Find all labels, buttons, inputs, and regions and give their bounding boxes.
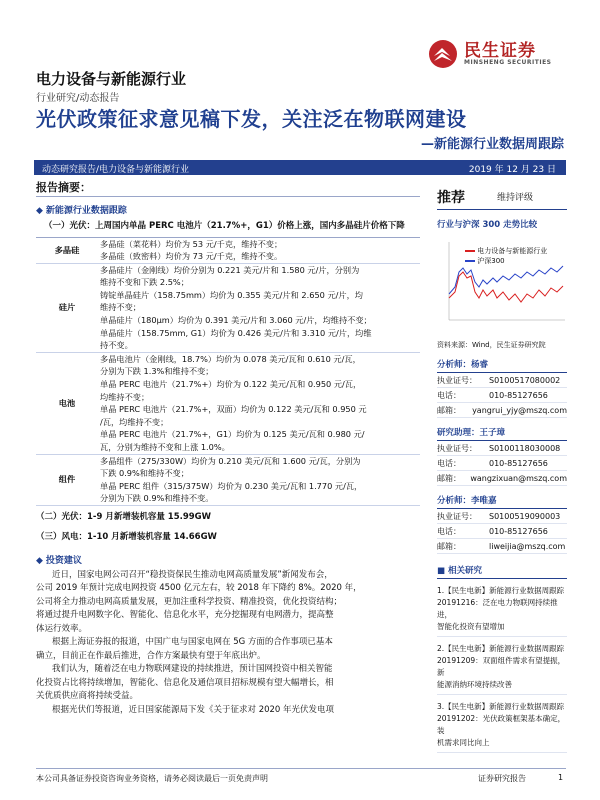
related-report-item[interactable]	[437, 701, 567, 753]
footer-label: 证券研究报告	[478, 774, 526, 783]
logo-name: 民生证券	[464, 41, 536, 61]
row-line: 铸锭单晶硅片（158.75mm）均价为 0.355 美元/片和 2.650 元/片，均	[100, 289, 363, 300]
related-report-item[interactable]	[437, 585, 567, 637]
info-key: 邮箱：	[437, 405, 461, 415]
table-row	[36, 263, 420, 352]
report-type: 行业研究/动态报告	[36, 93, 120, 104]
page-subtitle: —新能源行业数据周跟踪	[420, 137, 564, 152]
paragraph-line: 将通过提升电网数字化、智能化、信息化水平，充分挖掘现有电网潜力，提高整	[36, 610, 334, 621]
info-value: 010-85127656	[489, 526, 548, 536]
investment-paragraphs	[36, 569, 420, 718]
logo	[428, 36, 568, 72]
paragraph	[36, 636, 420, 663]
row-value	[98, 454, 420, 505]
bullet-icon: ◆	[36, 206, 43, 216]
related-report-line: 智能化投资有望增加	[437, 622, 505, 631]
row-line: 分别为下跌 0.9%和维持不变。	[100, 493, 214, 504]
row-line: 多晶硅（致密料）均价为 73 元/千克，维持不变。	[100, 251, 283, 262]
row-line: 单晶硅片（158.75mm, G1）均价为 0.426 美元/片和 3.310 元/片，均维	[100, 327, 372, 338]
chart-source: 资料来源：Wind，民生证券研究院	[437, 341, 546, 349]
header-band	[34, 160, 566, 175]
analyst-info-row	[437, 403, 567, 418]
info-key: 执业证号：	[437, 375, 477, 385]
paragraph-line: 体运行效率。	[36, 623, 88, 634]
row-line: 单晶 PERC 电池片（21.7%+，G1）均价为 0.125 美元/瓦和 0.980 元/	[100, 429, 365, 440]
related-title: ■ 相关研究	[437, 564, 567, 579]
band-date: 2019 年 12 月 23 日	[468, 165, 556, 175]
bullet-icon: ■	[437, 566, 446, 576]
info-value: 010-85127656	[489, 390, 548, 400]
section-title: ◆ 投资建议	[36, 555, 82, 566]
paragraph	[36, 569, 420, 637]
related-list	[437, 585, 567, 753]
paragraph-line: 根据上海证券报的报道，中国广电与国家电网在 5G 方面的合作事项已基本	[52, 637, 333, 648]
paragraph-line: 化投资占比将持续增加，智能化、信息化及通信项目招标规模有望大幅增长，相	[36, 677, 334, 688]
analyst-info-row	[437, 441, 567, 456]
series-hs300-line	[449, 266, 563, 294]
subheading-wind-install: （三）风电：1-10 月新增装机容量 14.66GW	[36, 532, 217, 543]
legend-item: 电力设备与新能源行业	[465, 246, 567, 256]
analyst-role: 分析师：李唯嘉	[437, 494, 567, 509]
paragraph-line: 根据光伏们等报道，近日国家能源局下发《关于征求对 2020 年光伏发电项	[52, 704, 335, 715]
row-line: 单晶 PERC 电池片（21.7%+）均价为 0.122 美元/瓦和 0.950 元/瓦，	[100, 379, 362, 390]
paragraph	[36, 704, 420, 718]
page-title: 光伏政策征求意见稿下发，关注泛在物联网建设	[36, 107, 467, 131]
info-key: 电话：	[437, 526, 461, 536]
related-report-line: 20191209：双面组件需求有望提振，新	[437, 656, 566, 677]
analyst-role: 分析师：杨睿	[437, 358, 567, 373]
paragraph-line: 近日，国家电网公司召开“稳投资保民生推动电网高质量发展”新闻发布会，	[52, 569, 333, 580]
analyst-info-row	[437, 539, 567, 554]
row-key: 电池	[36, 352, 98, 454]
info-value: S0100519090003	[489, 511, 561, 521]
row-line: 多晶硅（菜花料）均价为 53 元/千克，维持不变；	[100, 238, 283, 249]
related-report-line: 20191202：光伏政策框架基本确定，装	[437, 714, 566, 735]
analyst-info-row	[437, 509, 567, 524]
email-link[interactable]: yangrui_yjy@mszq.com	[472, 405, 567, 415]
row-value	[98, 237, 420, 263]
related-report-line: 20191216：泛在电力物联网持续推进，	[437, 598, 558, 619]
row-key: 多晶硅	[36, 237, 98, 263]
chart-legend	[465, 246, 567, 266]
rating-value: 维持评级	[497, 193, 534, 203]
row-value	[98, 352, 420, 454]
analyst-role: 研究助理：王子璋	[437, 426, 567, 441]
logo-mark-icon	[428, 39, 458, 69]
related-report-line: 1.【民生电新】新能源行业数据周跟踪	[437, 586, 565, 595]
info-key: 电话：	[437, 458, 461, 468]
row-line: 单晶 PERC 组件（315/375W）均价为 0.230 美元/瓦和 1.770 元/瓦，	[100, 480, 363, 491]
row-line: 多晶硅片（金刚线）均价分别为 0.221 美元/片和 1.580 元/片，分别为	[100, 264, 360, 275]
info-key: 执业证号：	[437, 511, 477, 521]
subheading-pv-price: （一）光伏：上周国内单晶 PERC 电池片（21.7%+，G1）价格上涨，国内多晶硅片价格下降	[44, 221, 405, 231]
info-key: 邮箱：	[437, 473, 461, 483]
table-row	[36, 237, 420, 263]
subheading-pv-install: （二）光伏：1-9 月新增装机容量 15.99GW	[36, 511, 212, 522]
analyst-info-row	[437, 524, 567, 539]
series-industry-line	[449, 272, 563, 302]
row-line: 分别为下跌 1.3%和维持不变；	[100, 366, 214, 377]
right-column	[437, 187, 567, 753]
related-report-item[interactable]	[437, 643, 567, 695]
footer-rule	[36, 768, 566, 769]
divider	[36, 196, 420, 197]
info-value: 010-85127656	[489, 458, 548, 468]
paragraph-line: 公司将全力推动电网高质量发展，更加注重科学投资、精准投资，优化投资结构；	[36, 596, 343, 607]
email-link[interactable]: wangzixuan@mszq.com	[470, 473, 567, 483]
paragraph-line: 公司 2019 年预计完成电网投资 4500 亿元左右，较 2018 年下降约 8%。2020 年，	[36, 583, 362, 594]
chart-title: 行业与沪深 300 走势比较	[437, 220, 538, 230]
related-report-line: 能源消纳环境持续改善	[437, 680, 512, 689]
rating-label: 推荐	[437, 190, 465, 206]
email-link[interactable]: liweijia@mszq.com	[489, 541, 566, 551]
analyst-info-row	[437, 388, 567, 403]
row-key: 硅片	[36, 263, 98, 352]
related-report-line: 2.【民生电新】新能源行业数据周跟踪	[437, 644, 565, 653]
table-row	[36, 454, 420, 505]
paragraph-line: 确立，目前正在作最后推进，合作方案最快有望于年底出炉。	[36, 650, 266, 661]
page-number: 1	[558, 773, 564, 782]
paragraph	[36, 663, 420, 704]
legend-item: 沪深300	[465, 256, 567, 266]
row-line: 均维持不变；	[100, 391, 150, 402]
row-line: 下跌 0.9%和维持不变；	[100, 468, 189, 479]
row-line: 多晶电池片（金刚线，18.7%）均价为 0.078 美元/瓦和 0.610 元/瓦，	[100, 353, 361, 364]
row-line: 单晶硅片（180μm）均价为 0.391 美元/片和 3.060 元/片，均维持不变；	[100, 315, 372, 326]
row-line: 瓦，分别为维持不变和上涨 1.0%。	[100, 442, 230, 452]
table-row	[36, 352, 420, 454]
row-key: 组件	[36, 454, 98, 505]
row-line: 单晶 PERC 电池片（21.7%+，双面）均价为 0.122 美元/瓦和 0.950 元	[100, 404, 367, 415]
info-key: 邮箱：	[437, 541, 461, 551]
row-line: /瓦，均维持不变；	[100, 416, 169, 427]
bullet-icon: ◆	[36, 555, 43, 566]
industry-name: 电力设备与新能源行业	[36, 70, 187, 88]
info-value: S0100517080002	[489, 375, 561, 385]
analyst-info-row	[437, 471, 567, 486]
info-key: 执业证号：	[437, 443, 477, 453]
row-line: 多晶组件（275/330W）均价为 0.210 美元/瓦和 1.600 元/瓦，分别为	[100, 455, 361, 466]
section-title: ◆ 新能源行业数据跟踪	[36, 206, 127, 216]
row-line: 维持不变；	[100, 302, 141, 313]
price-table	[36, 237, 420, 506]
related-report-line: 机需求同比向上	[437, 738, 490, 747]
related-report-line: 3.【民生电新】新能源行业数据周跟踪	[437, 702, 565, 711]
abstract-label: 报告摘要：	[36, 181, 91, 194]
paragraph-line: 关优质供应商将持续受益。	[36, 691, 139, 702]
band-category: 动态研究报告/电力设备与新能源行业	[42, 165, 190, 175]
left-column	[36, 196, 420, 717]
analyst-list	[437, 358, 567, 554]
row-line: 持不变。	[100, 340, 133, 351]
row-value	[98, 263, 420, 352]
info-value: S0100118030008	[489, 443, 561, 453]
logo-english: MINSHENG SECURITIES	[464, 59, 552, 66]
info-key: 电话：	[437, 390, 461, 400]
footer-disclaimer: 本公司具备证券投资咨询业务资格，请务必阅读最后一页免责声明	[36, 774, 268, 783]
analyst-info-row	[437, 373, 567, 388]
rating-block	[437, 187, 567, 210]
paragraph-line: 我们认为，随着泛在电力物联网建设的持续推进，预计国网投资中相关智能	[52, 664, 333, 675]
analyst-info-row	[437, 456, 567, 471]
row-line: 维持不变和下跌 2.5%；	[100, 277, 189, 288]
